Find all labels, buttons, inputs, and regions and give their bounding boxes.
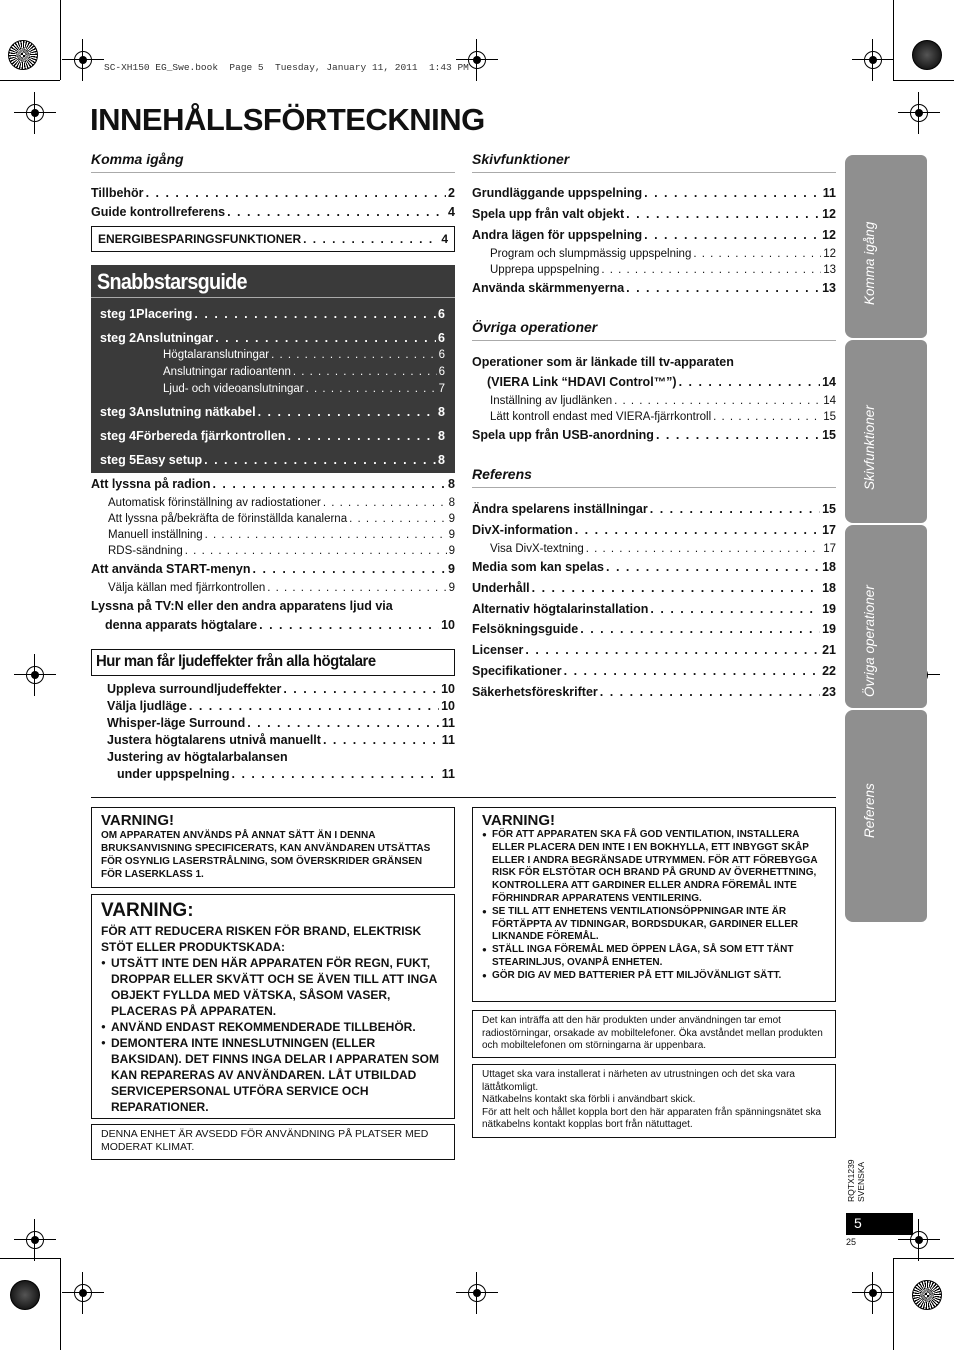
- toc-label: Andra lägen för uppspelning: [472, 228, 643, 242]
- trim-line: [893, 1258, 954, 1259]
- leader-dots: [271, 349, 436, 361]
- tv-line-2[interactable]: denna apparats högtalare . . . 10: [105, 618, 455, 632]
- toc-label: Visa DivX-textning: [490, 543, 584, 555]
- leader-dots: [693, 248, 821, 260]
- viera-item[interactable]: (VIERA Link “HDAVI Control™”) . . . 14: [487, 375, 836, 389]
- toc-label: Att lyssna på radion: [91, 477, 211, 491]
- toc-label: Specifikationer: [472, 664, 562, 678]
- toc-page: 6: [438, 349, 445, 361]
- leader-dots: [204, 453, 436, 467]
- toc-label: Lätt kontroll endast med VIERA-fjärrkontroll: [490, 411, 712, 423]
- toc-page: 15: [822, 502, 836, 516]
- step-number: steg 2: [100, 331, 137, 345]
- toc-label: Alternativ högtalarinstallation: [472, 602, 649, 616]
- leader-dots: [606, 560, 820, 574]
- toc-item[interactable]: [472, 581, 836, 595]
- toc-label: Media som kan spelas: [472, 560, 605, 574]
- warning-bullet: [482, 906, 826, 944]
- energy-box[interactable]: [91, 226, 455, 252]
- toc-page: 19: [822, 622, 836, 636]
- energy-page: 4: [441, 232, 448, 246]
- leader-dots: [626, 207, 820, 221]
- tv-line-1[interactable]: Lyssna på TV:N eller den andra apparatens ljud via: [91, 599, 393, 613]
- book-header: SC-XH150 EG_Swe.book Page 5 Tuesday, January 11, 2011 1:43 PM: [104, 62, 469, 73]
- doc-code-1: RQTX1239: [846, 1159, 856, 1202]
- toc-label: Anslutning nätkabel: [136, 405, 256, 419]
- toc-label: Program och slumpmässig uppspelning: [490, 248, 692, 260]
- toc-label: Tillbehör: [91, 186, 144, 200]
- toc-label: Felsökningsguide: [472, 622, 579, 636]
- bullet-text: DEMONTERA INTE INNESLUTNINGEN (ELLER BAKSIDAN). DET FINNS INGA DELAR I APPARATEN SOM KAN REPARERAS AV ANVÄNDAREN. LÅT UTBILDAD SERVICEPERSONAL UTFÖRA SERVICE OCH REPARATIONER.: [111, 1036, 440, 1114]
- toc-item[interactable]: [472, 602, 836, 616]
- tv-linked-heading[interactable]: Operationer som är länkade till tv-apparaten: [472, 355, 734, 369]
- usb-item[interactable]: Spela upp från USB-anordning . . . 15: [472, 428, 836, 442]
- toc-label: Ändra spelarens inställningar: [472, 502, 648, 516]
- step-item[interactable]: [100, 331, 445, 345]
- toc-page: 15: [823, 411, 836, 423]
- trim-line: [893, 0, 894, 80]
- leader-dots: [227, 205, 446, 219]
- warning-box-fire: [91, 894, 455, 1119]
- toc-label: Ljud- och videoanslutningar: [163, 383, 304, 395]
- toc-label: Förbereda fjärrkontrollen: [136, 429, 286, 443]
- warning-text: OM APPARATEN ANVÄNDS PÅ ANNAT SÄTT ÄN I DENNA BRUKSANVISNING SPECIFICERATS, KAN ANVÄNDAREN UTSÄTTAS FÖR OSYNLIG LASERSTRÅLNING, SOM ÖVERSKRIDER GRÄNSEN FÖR LASERKLASS 1.: [101, 830, 431, 880]
- leader-dots: [323, 733, 440, 747]
- toc-page: 8: [438, 405, 445, 419]
- crosshair-icon: [22, 662, 48, 688]
- toc-page: 13: [822, 281, 836, 295]
- section-heading-ovriga: Övriga operationer: [472, 319, 598, 335]
- toc-page: 19: [822, 602, 836, 616]
- warning-box-ventilation: [472, 807, 836, 1002]
- toc-item[interactable]: [91, 562, 455, 576]
- toc-item[interactable]: [472, 523, 836, 537]
- tab-ovriga-operationer[interactable]: [845, 525, 927, 708]
- tab-skivfunktioner[interactable]: [845, 340, 927, 523]
- toc-page: 9: [448, 582, 455, 594]
- toc-item[interactable]: [107, 733, 455, 747]
- section-heading-komma: Komma igång: [91, 151, 184, 167]
- power-note-box: [472, 1064, 836, 1138]
- tab-label: Skivfunktioner: [862, 405, 877, 490]
- toc-label: RDS-sändning: [108, 545, 183, 557]
- toc-item[interactable]: [472, 228, 836, 242]
- toc-item[interactable]: [107, 699, 455, 713]
- tab-label: Referens: [862, 783, 877, 838]
- toc-label: Välja ljudläge: [107, 699, 187, 713]
- leader-dots: [349, 513, 447, 525]
- leader-dots: [586, 543, 821, 555]
- toc-page: 14: [823, 395, 836, 407]
- step-item[interactable]: [100, 453, 445, 467]
- trim-line: [0, 80, 60, 81]
- leader-dots: [267, 582, 446, 594]
- bullet-text: UTSÄTT INTE DEN HÄR APPARATEN FÖR REGN, FUKT, DROPPAR ELLER SKVÄTT OCH SE ÄVEN TILL ATT INGA OBJEKT FYLLDA MED VÄTSKA, SÅSOM VASER, PLACERAS PÅ APPARATEN.: [111, 956, 437, 1018]
- toc-label: Säkerhetsföreskrifter: [472, 685, 598, 699]
- power-note-line: Nätkabelns kontakt ska förbli i användbart skick.: [482, 1094, 696, 1105]
- step-number: steg 5: [100, 453, 137, 467]
- divider: [472, 487, 836, 488]
- leader-dots: [650, 602, 820, 616]
- leader-dots: [532, 581, 820, 595]
- toc-label: Högtalaranslutningar: [163, 349, 270, 361]
- leader-dots: [185, 545, 447, 557]
- crosshair-icon: [22, 100, 48, 126]
- toc-page: 9: [448, 545, 455, 557]
- leader-dots: [650, 502, 820, 516]
- doc-code: [846, 1159, 866, 1202]
- toc-page: 8: [448, 497, 455, 509]
- step-item[interactable]: [100, 307, 445, 321]
- warning-bullet: [482, 829, 826, 906]
- leader-dots: [287, 429, 436, 443]
- page-number: 5: [854, 1215, 862, 1231]
- toc-label: Licenser: [472, 643, 524, 657]
- leader-dots: [600, 685, 820, 699]
- tab-referens[interactable]: [845, 710, 927, 922]
- small-page-number: 25: [846, 1237, 857, 1247]
- power-note-lines: [482, 1069, 826, 1132]
- crosshair-icon: [860, 1280, 886, 1306]
- trim-line: [0, 1258, 60, 1259]
- leader-dots: [525, 643, 820, 657]
- step-number: steg 1: [100, 307, 137, 321]
- toc-page: 22: [822, 664, 836, 678]
- warning-bullet: [482, 970, 826, 983]
- toc-item[interactable]: [472, 560, 836, 574]
- leader-dots: [580, 622, 820, 636]
- leader-dots: [283, 682, 439, 696]
- divider: [472, 340, 836, 341]
- leader-dots: [644, 186, 821, 200]
- bullet-text: FÖR ATT APPARATEN SKA FÅ GOD VENTILATION, INSTALLERA ELLER PLACERA DEN INTE I EN BOKHYLLA, ETT INBYGGT SKÅP ELLER I ANDRA BEGRÄNSADE UTRYMMEN. FÖR ATT FÖREBYGGA RISK FÖR ELSTÖTAR OCH BRAND PÅ GRUND AV ÖVERHETTNING, KONTROLLERA ATT GARDINER ELLER ANDRA FÖREMÅL INTE FÖRHINDRAR APPARATENS VENTILERING.: [492, 829, 818, 904]
- leader-dots: [293, 366, 437, 378]
- toc-page: 12: [822, 228, 836, 242]
- leader-dots: [564, 664, 820, 678]
- trim-line: [893, 1258, 894, 1350]
- toc-item[interactable]: [107, 716, 455, 730]
- toc-item[interactable]: [490, 264, 836, 276]
- toc-label: Easy setup: [136, 453, 203, 467]
- toc-item[interactable]: [490, 411, 836, 423]
- toc-item[interactable]: [472, 664, 836, 678]
- toc-label: Underhåll: [472, 581, 530, 595]
- warning-intro: FÖR ATT REDUCERA RISKEN FÖR BRAND, ELEKTRISK STÖT ELLER PRODUKTSKADA:: [101, 924, 422, 954]
- climate-box: [91, 1124, 455, 1160]
- toc-item[interactable]: [91, 186, 455, 200]
- leader-dots: [626, 281, 820, 295]
- toc-item[interactable]: [472, 186, 836, 200]
- bullet-text: GÖR DIG AV MED BATTERIER PÅ ETT MILJÖVÄNLIGT SÄTT.: [492, 969, 782, 981]
- crosshair-icon: [860, 47, 886, 73]
- toc-label: Placering: [136, 307, 193, 321]
- toc-page: 18: [822, 581, 836, 595]
- toc-page: 17: [822, 523, 836, 537]
- warning-title: VARNING:: [101, 900, 194, 921]
- tab-label: Övriga operationer: [862, 585, 877, 697]
- toc-page: 6: [438, 331, 445, 345]
- bullet-icon: ●: [101, 1038, 106, 1047]
- bullet-icon: ●: [482, 970, 487, 980]
- toc-item[interactable]: [108, 545, 455, 557]
- toc-item[interactable]: [108, 582, 455, 594]
- toc-page: 8: [438, 453, 445, 467]
- toc-item[interactable]: [490, 395, 836, 407]
- leader-dots: [306, 383, 437, 395]
- leader-dots: [205, 529, 447, 541]
- registration-mark-icon: [912, 1280, 942, 1310]
- warning-bullet: [101, 955, 445, 1019]
- step-subitem[interactable]: [163, 383, 445, 395]
- leader-dots: [146, 186, 446, 200]
- balance-line-1[interactable]: Justering av högtalarbalansen: [107, 750, 288, 764]
- toc-page: 10: [441, 682, 455, 696]
- leader-dots: [575, 523, 820, 537]
- warning-bullet: [482, 944, 826, 970]
- toc-page: 17: [823, 543, 836, 555]
- warning-bullet: [101, 1035, 445, 1115]
- toc-item[interactable]: [108, 497, 455, 509]
- toc-label: Spela upp från valt objekt: [472, 207, 625, 221]
- bullet-text: ANVÄND ENDAST REKOMMENDERADE TILLBEHÖR.: [111, 1020, 416, 1034]
- warning-title: VARNING!: [101, 812, 175, 829]
- leader-dots: [258, 405, 436, 419]
- toc-item[interactable]: [107, 682, 455, 696]
- toc-item[interactable]: [472, 622, 836, 636]
- leader-dots: [253, 562, 447, 576]
- leader-dots: [601, 264, 821, 276]
- toc-label: Anslutningar: [136, 331, 214, 345]
- energy-label: ENERGIBESPARINGSFUNKTIONER: [98, 232, 302, 246]
- toc-page: 21: [822, 643, 836, 657]
- trim-line: [60, 1258, 61, 1350]
- toc-item[interactable]: [472, 207, 836, 221]
- toc-label: Guide kontrollreferens: [91, 205, 226, 219]
- trim-line: [60, 0, 61, 80]
- toc-item[interactable]: [472, 643, 836, 657]
- step-number: steg 4: [100, 429, 137, 443]
- registration-mark-icon: [10, 1280, 40, 1310]
- toc-item[interactable]: [108, 529, 455, 541]
- toc-label: Justera högtalarens utnivå manuellt: [107, 733, 321, 747]
- toc-page: 9: [448, 529, 455, 541]
- toc-page: 4: [448, 205, 455, 219]
- toc-page: 9: [448, 513, 455, 525]
- crosshair-icon: [70, 1280, 96, 1306]
- bullet-icon: ●: [101, 1022, 106, 1031]
- toc-page: 9: [448, 562, 455, 576]
- effects-title-box: [91, 649, 455, 676]
- doc-code-2: SVENSKA: [856, 1161, 866, 1202]
- toc-item[interactable]: [91, 205, 455, 219]
- leader-dots: [614, 395, 821, 407]
- warning-bullet: [101, 1019, 445, 1035]
- leader-dots: [323, 497, 447, 509]
- power-note-line: Uttaget ska vara installerat i närheten av utrustningen och det ska vara lättåtkomligt.: [482, 1069, 795, 1093]
- step-item[interactable]: [100, 405, 445, 419]
- toc-label: Att använda START-menyn: [91, 562, 251, 576]
- bullet-icon: ●: [482, 830, 487, 839]
- toc-label: Grundläggande uppspelning: [472, 186, 643, 200]
- toc-label: Att lyssna på/bekräfta de förinställda kanalerna: [108, 513, 348, 525]
- step-subitem[interactable]: [163, 349, 445, 361]
- effects-title: Hur man får ljudeffekter från alla högtalare: [96, 653, 376, 670]
- toc-page: 13: [823, 264, 836, 276]
- tab-komma-igang[interactable]: [845, 155, 927, 338]
- snabbstart-title: Snabbstarsguide: [97, 269, 247, 294]
- toc-page: 12: [823, 248, 836, 260]
- toc-label: DivX-information: [472, 523, 573, 537]
- toc-page: 23: [822, 685, 836, 699]
- warning-box-laser: [91, 807, 455, 888]
- step-item[interactable]: [100, 429, 445, 443]
- leader-dots: [713, 411, 821, 423]
- warning-title: VARNING!: [482, 812, 556, 829]
- page-title: INNEHÅLLSFÖRTECKNING: [90, 102, 485, 137]
- toc-page: 11: [441, 733, 455, 747]
- toc-label: Whisper-läge Surround: [107, 716, 246, 730]
- divider: [472, 172, 836, 173]
- leader-dots: [189, 699, 439, 713]
- balance-line-2[interactable]: under uppspelning . . . 11: [117, 767, 455, 781]
- bullet-icon: ●: [482, 945, 487, 955]
- leader-dots: [644, 228, 820, 242]
- toc-page: 7: [438, 383, 445, 395]
- toc-label: Inställning av ljudlänken: [490, 395, 613, 407]
- toc-page: 6: [438, 307, 445, 321]
- leader-dots: [215, 331, 436, 345]
- toc-label: Automatisk förinställning av radiostationer: [108, 497, 321, 509]
- crosshair-icon: [464, 1280, 490, 1306]
- toc-item[interactable]: [490, 248, 836, 260]
- bullet-text: STÄLL INGA FÖREMÅL MED ÖPPEN LÅGA, SÅ SOM ETT TÄNT STEARINLJUS, OVANPÅ ENHETEN.: [492, 944, 794, 968]
- leader-dots: [247, 716, 440, 730]
- bullet-text: SE TILL ATT ENHETENS VENTILATIONSÖPPNINGAR INTE ÄR FÖRTÄPPTA AV TIDNINGAR, BORDSDUKAR, GARDINER ELLER LIKNANDE FÖREMÅL.: [492, 905, 799, 943]
- warning-bullets: [101, 955, 445, 1115]
- toc-page: 18: [822, 560, 836, 574]
- toc-label: Använda skärmmenyerna: [472, 281, 625, 295]
- section-heading-referens: Referens: [472, 466, 532, 482]
- registration-mark-icon: [8, 40, 38, 70]
- divider: [91, 172, 455, 173]
- tab-label: Komma igång: [862, 221, 877, 305]
- toc-item[interactable]: [472, 281, 836, 295]
- toc-label: Anslutningar radioantenn: [163, 366, 291, 378]
- toc-item[interactable]: [472, 502, 836, 516]
- divider: [91, 297, 455, 298]
- section-heading-skiv: Skivfunktioner: [472, 151, 570, 167]
- toc-item[interactable]: [108, 513, 455, 525]
- toc-page: 8: [438, 429, 445, 443]
- toc-item[interactable]: [472, 685, 836, 699]
- crosshair-icon: [22, 1227, 48, 1253]
- crosshair-icon: [70, 47, 96, 73]
- toc-label: Välja källan med fjärrkontrollen: [108, 582, 266, 594]
- snabbstart-box: [91, 265, 455, 473]
- bullet-icon: ●: [101, 958, 106, 967]
- power-note-line: För att helt och hållet koppla bort den här apparaten från spänningsnätet ska nätkabelns kontakt kopplas bort från nätuttaget.: [482, 1106, 822, 1130]
- divider: [91, 797, 836, 798]
- toc-page: 2: [448, 186, 455, 200]
- toc-label: Manuell inställning: [108, 529, 203, 541]
- leader-dots: [194, 307, 436, 321]
- toc-item[interactable]: [490, 543, 836, 555]
- mobile-note-box: [472, 1010, 836, 1058]
- toc-page: 11: [822, 186, 836, 200]
- step-subitem[interactable]: [163, 366, 445, 378]
- toc-page: 6: [438, 366, 445, 378]
- bullet-icon: ●: [482, 906, 487, 916]
- toc-page: 12: [822, 207, 836, 221]
- toc-page: 10: [441, 699, 455, 713]
- toc-label: Upprepa uppspelning: [490, 264, 600, 276]
- step-number: steg 3: [100, 405, 137, 419]
- trim-line: [893, 80, 954, 81]
- toc-item[interactable]: [91, 477, 455, 491]
- toc-page: 11: [441, 716, 455, 730]
- leader-dots: [212, 477, 446, 491]
- warning-bullets: [482, 829, 826, 983]
- climate-text: DENNA ENHET ÄR AVSEDD FÖR ANVÄNDNING PÅ PLATSER MED MODERAT KLIMAT.: [101, 1128, 429, 1153]
- mobile-note-text: Det kan inträffa att den här produkten under användningen tar emot radiostörningar, orsakade av mobiltelefoner. Öka avståndet mellan produkten och mobiltelefonen om störningarna är uppenbara.: [482, 1015, 823, 1051]
- crosshair-icon: [906, 100, 932, 126]
- registration-mark-icon: [912, 40, 942, 70]
- toc-page: 8: [448, 477, 455, 491]
- toc-label: Uppleva surroundljudeffekter: [107, 682, 282, 696]
- page-number-box: [846, 1213, 913, 1235]
